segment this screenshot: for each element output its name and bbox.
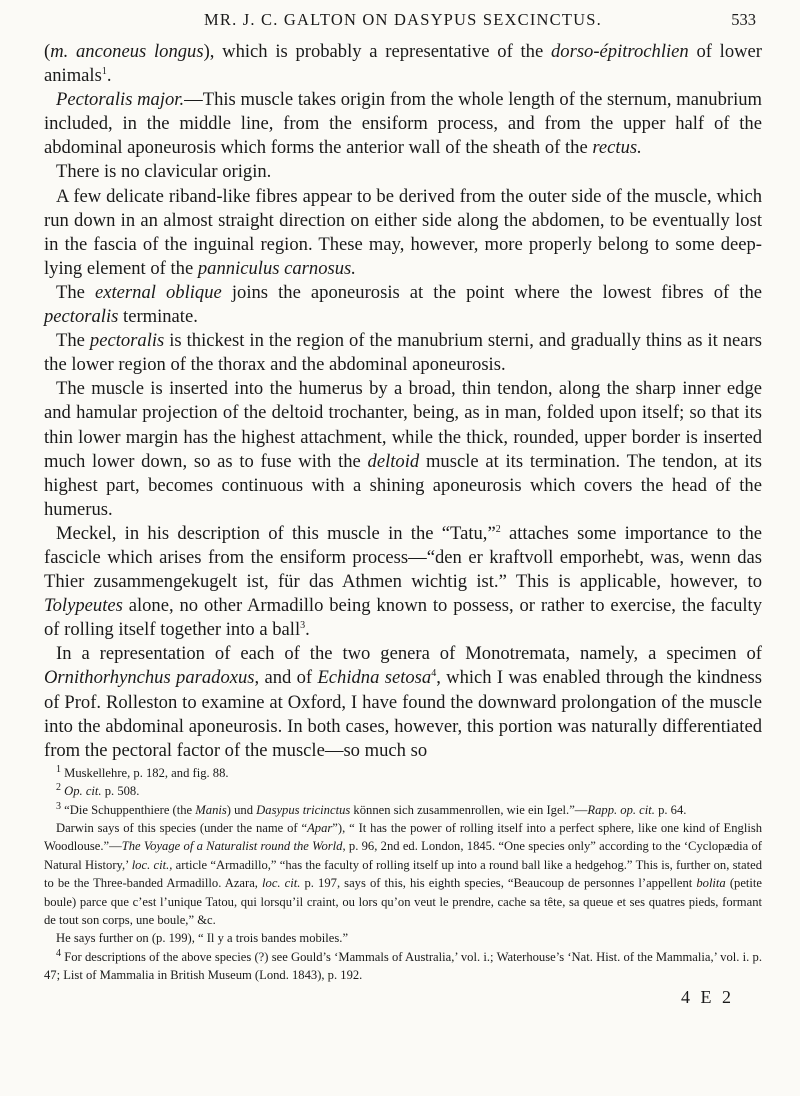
footnote-ref: 4 xyxy=(56,947,61,959)
footnotes xyxy=(44,764,762,985)
text-run: The Voyage of a Naturalist round the World xyxy=(121,839,343,854)
text-run: There is no clavicular origin. xyxy=(56,161,272,183)
text-run: external oblique xyxy=(95,281,222,303)
footnote-ref: 1 xyxy=(56,763,61,775)
text-run: Darwin says of this species (under the name of “ xyxy=(56,821,308,836)
text-run: ), which is probably a representative of the xyxy=(203,41,551,62)
text-run: loc. cit. xyxy=(131,857,170,872)
text-run: . xyxy=(106,65,112,87)
text-run: “Die Schuppenthiere (the xyxy=(61,802,196,817)
footnote-ref: 2 xyxy=(56,782,61,794)
footnote-ref: 4 xyxy=(431,668,437,680)
text-run: Muskellehre, p. 182, and fig. 88. xyxy=(61,765,229,780)
footnote-ref: 3 xyxy=(56,800,61,812)
text-run: Rapp. op. cit. xyxy=(587,802,655,817)
text-run: Pectoralis major. xyxy=(56,89,185,111)
paragraph xyxy=(44,160,762,184)
text-run: ( xyxy=(44,41,51,62)
text-run: alone, no other Armadillo being known to possess, or rather to exercise, the faculty of rolling itself together into a ball xyxy=(44,595,762,641)
text-run: pectoralis xyxy=(89,330,165,352)
text-run: p. 508. xyxy=(101,784,140,799)
running-head xyxy=(44,10,762,36)
text-run: bolita xyxy=(696,876,726,891)
text-run: loc. cit. xyxy=(262,876,301,891)
text-run: m. anconeus longus xyxy=(50,41,204,62)
signature-mark: 4 E 2 xyxy=(681,986,734,1007)
text-run: muscle at its termination. The tendon, at its highest part, becomes continuous with a shining aponeurosis which covers the head of the humerus. xyxy=(44,450,762,520)
text-run: In a representation of each of the two genera of Monotremata, namely, a specimen of xyxy=(56,643,762,665)
text-run: The xyxy=(56,281,95,303)
text-run: Op. cit. xyxy=(64,784,102,799)
footnote-ref: 3 xyxy=(300,620,306,632)
text-run: . xyxy=(305,619,310,641)
text-run: deltoid xyxy=(367,450,420,472)
text-run: , p. 96, 2nd ed. London, 1845. “One species only” according to the ‘Cyclopædia of Natural History,’ xyxy=(44,839,762,872)
footnote-ref: 1 xyxy=(101,65,107,77)
text-run: dorso-épitrochlien xyxy=(550,41,689,62)
text-run: of lower animals xyxy=(44,41,762,87)
paragraph xyxy=(44,40,762,88)
text-run: ”), “ It has the power of rolling itself into a perfect sphere, like one kind of English Woodlouse.”— xyxy=(44,821,763,854)
text-run: pectoralis xyxy=(44,306,119,328)
text-run: The muscle is inserted into the humerus by a broad, thin tendon, along the sharp inner edge and hamular projection of the deltoid trochanter, being, as in man, folded upon itself; so that its thin lower margin has the highest attachment, while the thick, rounded, upper border is inserted much lower down, so as to fuse with the xyxy=(44,378,762,472)
paragraph xyxy=(44,329,762,377)
text-run: ) und xyxy=(226,802,257,817)
paragraph xyxy=(44,88,762,160)
text-run: , which I was enabled through the kindness of Prof. Rolleston to examine at Oxford, I have found the downward prolongation of the muscle into the abdominal aponeurosis. In both cases, however, this portion was naturally differentiated from the pectoral factor of the muscle—so much so xyxy=(44,667,762,761)
footnote xyxy=(44,801,762,819)
text-run: Echidna setosa xyxy=(317,667,432,689)
text-run: terminate. xyxy=(118,306,198,328)
text-run: p. 64. xyxy=(654,802,687,817)
text-run: —This muscle takes origin from the whole length of the sternum, manubrium included, in the middle line, from the ensiform process, and from the upper half of the abdominal aponeurosis which forms the anterior wall of the sheath of the xyxy=(44,89,762,159)
paragraph xyxy=(44,281,762,329)
paragraph xyxy=(44,522,762,642)
text-run: Ornithorhynchus paradoxus xyxy=(44,667,255,689)
paragraph xyxy=(44,377,762,522)
text-run: attaches some importance to the fascicle which arises from the ensiform process—“den er kraftvoll emporhebt, was, wenn das Thier zusammengekugelt ist, für das Athmen wichtig ist.” This is applicable, however, to xyxy=(44,522,762,593)
text-run: Meckel, in his description of this muscle in the “Tatu,” xyxy=(56,522,496,544)
text-run: , and of xyxy=(254,667,318,689)
paragraph xyxy=(44,185,762,281)
text-run: is thickest in the region of the manubrium sterni, and gradually thins as it nears the lower region of the thorax and the abdominal aponeurosis. xyxy=(44,330,762,376)
text-run: joins the aponeurosis at the point where the lowest fibres of the xyxy=(221,281,763,303)
footnote xyxy=(44,764,762,782)
text-run: He says further on (p. 199), “ Il y a trois bandes mobiles.” xyxy=(56,931,349,946)
page-number: 533 xyxy=(731,10,756,29)
body-text xyxy=(44,40,762,763)
footnote xyxy=(44,929,762,947)
text-run: können sich zusammenrollen, wie ein Igel.”— xyxy=(350,802,588,817)
text-run: p. 197, says of this, his eighth species, “Beaucoup de personnes l’appellent xyxy=(300,876,697,891)
footnote xyxy=(44,819,762,929)
text-run: Apar xyxy=(307,821,333,836)
text-run: Manis xyxy=(195,802,227,817)
paragraph xyxy=(44,642,762,762)
text-run: For descriptions of the above species (?) see Gould’s ‘Mammals of Australia,’ vol. i.; Waterhouse’s ‘Nat. Hist. of the Mammalia,’ vol. i. p. 47; List of Mammalia in British Museum (Lond. 1843), p. 192. xyxy=(44,949,762,983)
footnote-ref: 2 xyxy=(495,523,501,535)
text-run: panniculus carnosus. xyxy=(197,257,356,279)
text-run: A few delicate riband-like fibres appear to be derived from the outer side of the muscle, which run down in an almost straight direction on either side along the abdomen, to be eventually lost in the fascia of the inguinal region. These may, however, more properly belong to some deep-lying element of the xyxy=(44,185,762,279)
text-run: rectus. xyxy=(592,137,642,159)
running-title: MR. J. C. GALTON ON DASYPUS SEXCINCTUS. xyxy=(204,10,602,29)
footnote xyxy=(44,782,762,800)
text-run: (petite boule) parce que c’est l’unique Tatou, qui lorsqu’il craint, ou lors qu’on veut le prendre, cache sa tête, sa queue et ses quatres pieds, formant de tout son corps, une boule,” &c. xyxy=(44,876,762,928)
text-run: The xyxy=(56,330,90,352)
footnote xyxy=(44,948,762,985)
text-run: Tolypeutes xyxy=(44,595,123,617)
text-run: Dasypus tricinctus xyxy=(256,802,351,817)
text-run: , article “Armadillo,” “has the faculty of rolling itself up into a round ball like a hedgehog.” This is, further on, stated to be the Three-banded Armadillo. Azara, xyxy=(44,857,762,891)
